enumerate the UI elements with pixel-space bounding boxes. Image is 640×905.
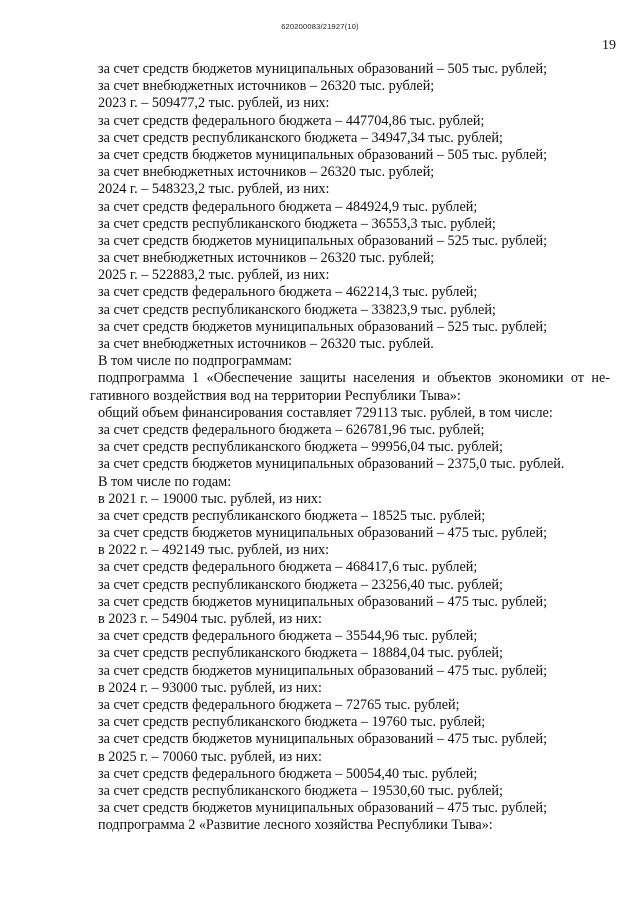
text-line: за счет средств бюджетов муниципальных образований – 475 тыс. рублей; (98, 800, 548, 817)
text-line: В том числе по годам: (98, 473, 232, 490)
text-line: в 2024 г. – 93000 тыс. рублей, из них: (98, 679, 322, 696)
page-number: 19 (602, 38, 616, 53)
text-line: за счет средств республиканского бюджета – 19760 тыс. рублей; (98, 714, 486, 731)
text-line: за счет средств федерального бюджета – 50054,40 тыс. рублей; (98, 765, 478, 782)
text-line: за счет внебюджетных источников – 26320 тыс. рублей; (98, 250, 435, 267)
text-line: в 2025 г. – 70060 тыс. рублей, из них: (98, 748, 322, 765)
text-line: за счет средств республиканского бюджета – 23256,40 тыс. рублей; (98, 576, 503, 593)
text-line: общий объем финансирования составляет 729113 тыс. рублей, в том числе: (98, 404, 553, 421)
text-line: подпрограмма 1 «Обеспечение защиты населения и объектов экономики от не- (98, 370, 610, 387)
text-line: за счет средств республиканского бюджета – 36553,3 тыс. рублей; (98, 215, 496, 232)
text-line: за счет средств республиканского бюджета – 18884,04 тыс. рублей; (98, 645, 503, 662)
text-line: за счет средств бюджетов муниципальных образований – 525 тыс. рублей; (98, 232, 548, 249)
text-line: за счет средств бюджетов муниципальных образований – 505 тыс. рублей; (98, 61, 548, 77)
text-line: за счет внебюджетных источников – 26320 тыс. рублей; (98, 78, 435, 95)
text-line: за счет средств федерального бюджета – 35544,96 тыс. рублей; (98, 628, 478, 645)
text-line: 2024 г. – 548323,2 тыс. рублей, из них: (98, 181, 330, 198)
text-line: в 2023 г. – 54904 тыс. рублей, из них: (98, 611, 322, 627)
text-line: за счет средств республиканского бюджета – 18525 тыс. рублей; (98, 507, 486, 524)
text-line: 2025 г. – 522883,2 тыс. рублей, из них: (98, 267, 330, 284)
text-line: за счет средств бюджетов муниципальных образований – 475 тыс. рублей; (98, 525, 548, 542)
text-line: за счет средств бюджетов муниципальных образований – 475 тыс. рублей; (98, 662, 548, 679)
text-line: за счет средств бюджетов муниципальных образований – 475 тыс. рублей; (98, 731, 548, 748)
text-line: за счет средств федерального бюджета – 447704,86 тыс. рублей; (98, 112, 485, 129)
text-line: за счет средств федерального бюджета – 484924,9 тыс. рублей; (98, 198, 478, 215)
text-line: в 2022 г. – 492149 тыс. рублей, из них: (98, 542, 330, 559)
text-line: подпрограмма 2 «Развитие лесного хозяйства Республики Тыва»: (98, 817, 493, 834)
text-line: гативного воздействия вод на территории Республики Тыва»: (90, 387, 461, 404)
text-line: за счет средств республиканского бюджета – 34947,34 тыс. рублей; (98, 129, 503, 146)
text-line: за счет средств республиканского бюджета – 19530,60 тыс. рублей; (98, 782, 503, 799)
text-line: за счет средств бюджетов муниципальных образований – 475 тыс. рублей; (98, 593, 548, 610)
text-line: за счет средств бюджетов муниципальных образований – 2375,0 тыс. рублей. (98, 456, 565, 473)
text-line: за счет внебюджетных источников – 26320 тыс. рублей; (98, 164, 435, 181)
text-line: за счет средств бюджетов муниципальных образований – 525 тыс. рублей; (98, 318, 548, 335)
document-code: 620200083/21927(10) (281, 22, 359, 31)
text-line: в 2021 г. – 19000 тыс. рублей, из них: (98, 490, 322, 507)
text-line: за счет внебюджетных источников – 26320 тыс. рублей. (98, 336, 434, 352)
text-line: за счет средств республиканского бюджета – 99956,04 тыс. рублей; (98, 439, 503, 456)
text-line: В том числе по подпрограммам: (98, 353, 293, 370)
text-line: за счет средств бюджетов муниципальных образований – 505 тыс. рублей; (98, 146, 548, 163)
document-body (90, 61, 610, 834)
text-line: за счет средств федерального бюджета – 626781,96 тыс. рублей; (98, 421, 485, 438)
text-line: за счет средств федерального бюджета – 468417,6 тыс. рублей; (98, 559, 478, 576)
text-line: за счет средств федерального бюджета – 462214,3 тыс. рублей; (98, 284, 478, 301)
text-line: 2023 г. – 509477,2 тыс. рублей, из них: (98, 95, 330, 112)
text-line: за счет средств федерального бюджета – 72765 тыс. рублей; (98, 696, 460, 713)
text-line: за счет средств республиканского бюджета – 33823,9 тыс. рублей; (98, 301, 496, 318)
